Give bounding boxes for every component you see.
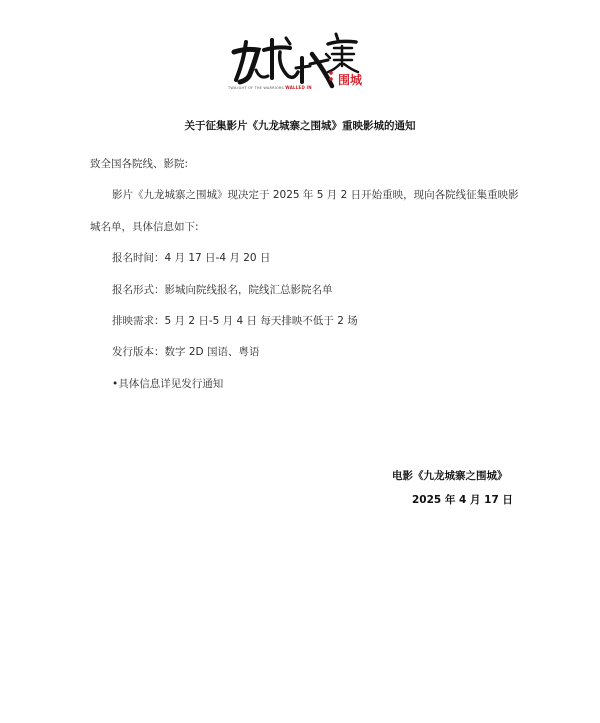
signature-org: 电影《九龙城寨之围城》 — [392, 470, 508, 482]
logo-caption — [228, 85, 348, 90]
item-registration-form: 报名形式：影城向院线报名，院线汇总影院名单 — [112, 284, 333, 296]
logo-caption-prefix: TWILIGHT OF THE WARRIORS — [228, 86, 284, 90]
notice-title: 关于征集影片《九龙城寨之围城》重映影城的通知 — [184, 120, 416, 132]
logo-subtitle: 围城 — [338, 73, 363, 87]
item-registration-time: 报名时间：4 月 17 日-4 月 20 日 — [112, 252, 271, 264]
item-release-version: 发行版本：数字 2D 国语、粤语 — [112, 346, 260, 358]
signature-date: 2025 年 4 月 17 日 — [412, 494, 513, 506]
logo-caption-highlight: WALLED IN — [285, 85, 312, 90]
paragraph-line-2: 城名单，具体信息如下: — [90, 221, 199, 233]
salutation: 致全国各院线、影院: — [90, 158, 189, 170]
film-logo — [228, 30, 376, 100]
item-note: •具体信息详见发行通知 — [112, 378, 224, 390]
item-screening-requirement: 排映需求：5 月 2 日-5 月 4 日 每天排映不低于 2 场 — [112, 315, 358, 327]
paragraph-line-1: 影片《九龙城寨之围城》现决定于 2025 年 5 月 2 日开始重映，现向各院线征集重映影 — [112, 189, 519, 201]
